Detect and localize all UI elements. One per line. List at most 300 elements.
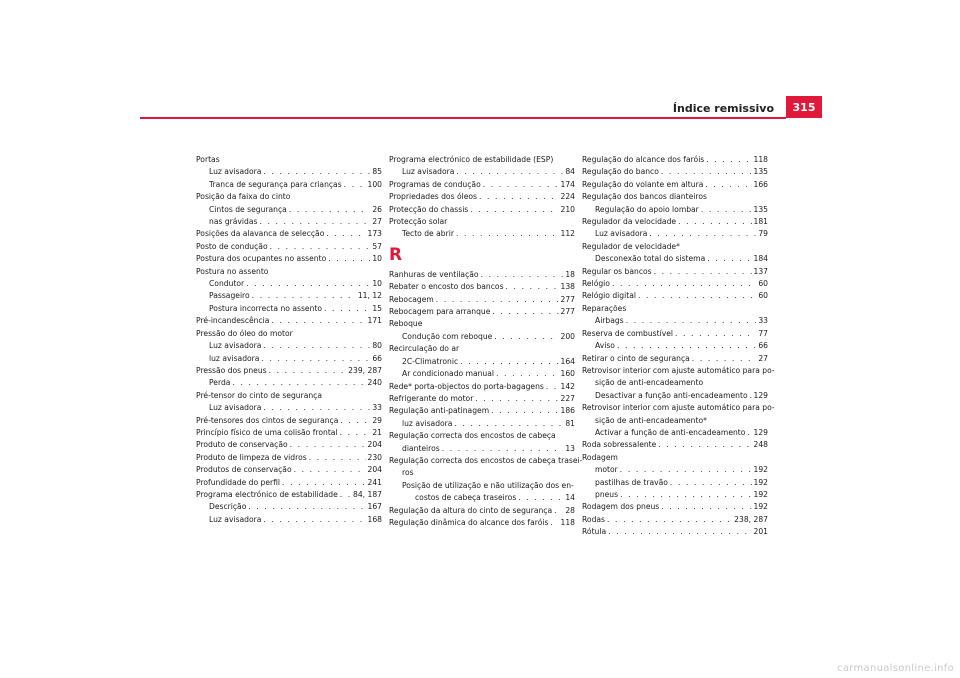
entry-term: Regulação anti-patinagem [389, 406, 490, 416]
dot-leader [294, 464, 366, 476]
index-entry [196, 439, 382, 451]
index-entry [389, 343, 575, 355]
index-subentry [196, 402, 382, 414]
page-header [0, 0, 960, 130]
page-ref: 33 [758, 316, 768, 326]
index-entry [582, 191, 768, 203]
index-subentry [389, 166, 575, 178]
index-entry [389, 306, 575, 318]
index-entry [196, 415, 382, 427]
entry-term: Rodas [582, 514, 606, 524]
index-entry [389, 430, 575, 442]
dot-leader [232, 377, 365, 389]
dot-leader [518, 492, 563, 504]
index-entry [196, 365, 382, 377]
entry-term: Ar condicionado manual [402, 369, 495, 379]
index-entry [582, 266, 768, 278]
entry-term: Postura dos ocupantes no assento [196, 254, 327, 264]
dot-leader [678, 216, 751, 228]
page-ref: 230 [367, 452, 382, 462]
page-ref: 138 [560, 282, 575, 292]
entry-term: Profundidade do perfil [196, 477, 281, 487]
index-subentry [389, 228, 575, 240]
entry-term: Rede* porta-objectos do porta-bagagens [389, 381, 544, 391]
entry-term-continuation: sição de anti-encadeamento* [595, 415, 707, 425]
entry-term: Regulação correcta dos encostos de cabeça [389, 431, 556, 441]
index-subentry [582, 340, 768, 352]
index-subentry [582, 253, 768, 265]
index-subentry [389, 331, 575, 343]
entry-term: Desconexão total do sistema [595, 254, 706, 264]
dot-leader [491, 405, 558, 417]
dot-leader [456, 166, 563, 178]
entry-term: 2C-Climatronic [402, 356, 459, 366]
dot-leader [289, 204, 371, 216]
page-ref: 21 [372, 427, 382, 437]
index-subentry [196, 290, 382, 302]
entry-term: Produto de conservação [196, 440, 288, 450]
index-entry [582, 241, 768, 253]
entry-term: Luz avisadora [595, 229, 648, 239]
index-entry [196, 266, 382, 278]
index-entry [389, 455, 583, 467]
header-rule [140, 117, 786, 119]
entry-term: Regulação da altura do cinto de segurança [389, 505, 553, 515]
entry-term: Pré-tensores dos cintos de segurança [196, 415, 339, 425]
index-entry [196, 228, 382, 240]
dot-leader [263, 340, 370, 352]
page-ref: 210 [560, 204, 575, 214]
page-ref: 135 [753, 167, 768, 177]
entry-term: Desactivar a função anti-encadeamento [595, 390, 748, 400]
index-subentry [582, 489, 768, 501]
dot-leader [670, 477, 752, 489]
page-ref: 18 [565, 269, 575, 279]
page-ref: 277 [560, 294, 575, 304]
index-entry [582, 216, 768, 228]
page-ref: 192 [753, 502, 768, 512]
index-subentry [196, 179, 382, 191]
page-ref: 85 [372, 167, 382, 177]
entry-term: Regulação do alcance dos faróis [582, 155, 705, 164]
dot-leader [506, 281, 559, 293]
entry-term: Recirculação do ar [389, 344, 460, 354]
section-title: Índice remissivo [672, 102, 774, 115]
entry-term: Reserva de combustível [582, 328, 673, 338]
entry-term: Rebater o encosto dos bancos [389, 282, 504, 292]
index-entry [196, 191, 382, 203]
page-ref: 14 [565, 493, 575, 503]
entry-term: Relógio [582, 279, 610, 289]
entry-term: Condução com reboque [402, 331, 493, 341]
page-ref: 135 [753, 204, 768, 214]
page-ref: 112 [560, 229, 575, 239]
page-ref: 192 [753, 489, 768, 499]
page-ref: 171 [367, 316, 382, 326]
page-ref: 192 [753, 477, 768, 487]
page-ref: 184 [753, 254, 768, 264]
page-ref: 137 [753, 266, 768, 276]
dot-leader [269, 365, 347, 377]
entry-term: Luz avisadora [209, 403, 262, 413]
dot-leader [608, 526, 751, 538]
dot-leader [263, 402, 370, 414]
index-entry [389, 269, 575, 281]
entry-continuation [582, 415, 768, 427]
index-subentry [196, 377, 382, 389]
page-ref: 239, 287 [348, 365, 382, 375]
page-ref: 277 [560, 307, 575, 317]
dot-leader [692, 353, 757, 365]
entry-term: Regulação do apoio lombar [595, 204, 699, 214]
page-ref: 240 [367, 378, 382, 388]
dot-leader [661, 501, 751, 513]
page-ref: 84 [565, 167, 575, 177]
page-ref: 204 [367, 465, 382, 475]
dot-leader [261, 353, 370, 365]
dot-leader [252, 290, 356, 302]
dot-leader [344, 179, 366, 191]
page-ref: 181 [753, 217, 768, 227]
entry-term: Princípio físico de uma colisão frontal [196, 427, 338, 437]
entry-term: Regulação do banco [582, 167, 659, 177]
index-subentry [196, 340, 382, 352]
page-ref: 167 [367, 502, 382, 512]
dot-leader [483, 179, 559, 191]
entry-term: Posições da alavanca de selecção [196, 229, 325, 239]
dot-leader [282, 477, 365, 489]
page-ref: 81 [565, 418, 575, 428]
section-letter: R [389, 244, 403, 265]
entry-term: Pré-tensor do cinto de segurança [196, 390, 323, 400]
page-ref: 60 [758, 279, 768, 289]
dot-leader [661, 166, 752, 178]
index-entry [196, 452, 382, 464]
dot-leader [460, 356, 558, 368]
index-subentry [582, 204, 768, 216]
entry-term: Rebocagem para arranque [389, 307, 491, 317]
index-entry [582, 154, 768, 166]
index-entry [389, 405, 575, 417]
dot-leader [550, 517, 558, 529]
dot-leader [270, 241, 371, 253]
entry-term: Rodagem [582, 452, 618, 462]
entry-term: Regular os bancos [582, 266, 652, 276]
dot-leader [481, 269, 564, 281]
entry-term: Regulação do volante em altura [582, 179, 704, 189]
entry-term-continuation: ros [402, 468, 414, 478]
index-entry [389, 191, 575, 203]
entry-term: pneus [595, 489, 619, 499]
index-subentry [582, 228, 768, 240]
page-ref: 186 [560, 406, 575, 416]
entry-term: Regulação correcta dos encostos de cabeça trasei- [389, 455, 583, 465]
index-column-2 [389, 154, 583, 529]
dot-leader [747, 427, 751, 439]
dot-leader [328, 253, 370, 265]
page-ref: 10 [372, 254, 382, 264]
index-entry [389, 179, 575, 191]
entry-term-continuation: sição de anti-encadeamento [595, 378, 704, 388]
dot-leader [271, 315, 365, 327]
dot-leader [750, 390, 752, 402]
index-entry [582, 402, 775, 414]
index-entry [582, 290, 768, 302]
index-entry [582, 353, 768, 365]
page-ref: 173 [367, 229, 382, 239]
entry-term: Activar a função de anti-encadeamento [595, 427, 746, 437]
index-subentry [389, 368, 575, 380]
entry-term: Pré-incandescência [196, 316, 270, 326]
entry-term: Pressão dos pneus [196, 365, 267, 375]
index-entry [582, 166, 768, 178]
page-ref: 142 [560, 381, 575, 391]
index-entry [196, 253, 382, 265]
entry-term: Perda [209, 378, 231, 388]
dot-leader [607, 514, 732, 526]
entry-term: Refrigerante do motor [389, 393, 474, 403]
page-ref: 57 [372, 241, 382, 251]
index-subentry [196, 166, 382, 178]
dot-leader [617, 340, 756, 352]
entry-term: Regulador de velocidade* [582, 241, 680, 251]
index-entry [389, 505, 575, 517]
entry-term: Luz avisadora [209, 514, 262, 524]
entry-term: Luz avisadora [402, 167, 455, 177]
entry-term: Propriedades dos óleos [389, 192, 477, 202]
dot-leader [626, 315, 757, 327]
entry-term: Postura no assento [196, 266, 269, 276]
page-ref: 166 [753, 179, 768, 189]
entry-term: nas grávidas [209, 217, 258, 227]
index-entry [196, 315, 382, 327]
page-ref: 27 [372, 217, 382, 227]
index-entry [196, 390, 382, 402]
dot-leader [246, 278, 370, 290]
entry-term: Reparações [582, 303, 627, 313]
dot-leader [492, 306, 558, 318]
index-entry [389, 294, 575, 306]
index-subentry [582, 477, 768, 489]
entry-term: Regulador da velocidade [582, 217, 677, 227]
index-entry [389, 154, 575, 166]
index-entry [196, 241, 382, 253]
index-column-1 [196, 154, 382, 526]
entry-term: Tranca de segurança para crianças [209, 179, 342, 189]
page-ref: 15 [372, 303, 382, 313]
index-subentry [582, 427, 768, 439]
entry-term: Rótula [582, 527, 607, 537]
entry-term: Luz avisadora [209, 341, 262, 351]
dot-leader [340, 427, 371, 439]
page-ref: 66 [758, 341, 768, 351]
index-entry [582, 179, 768, 191]
dot-leader [658, 439, 751, 451]
dot-leader [496, 368, 558, 380]
dot-leader [620, 464, 752, 476]
page-ref: 77 [758, 328, 768, 338]
dot-leader [675, 328, 756, 340]
entry-term: motor [595, 465, 618, 475]
index-entry [196, 464, 382, 476]
entry-term: Roda sobressalente [582, 440, 657, 450]
entry-term: Programa electrónico de estabilidade (ESP) [389, 155, 554, 164]
index-entry [196, 427, 382, 439]
entry-term: Retrovisor interior com ajuste automático para po- [582, 365, 775, 375]
entry-term-continuation: costos de cabeça traseiros [415, 493, 517, 503]
index-entry [389, 204, 575, 216]
entry-term: Tecto de abrir [402, 229, 454, 239]
entry-continuation [389, 492, 575, 504]
index-entry [582, 501, 768, 513]
page-ref: 100 [367, 179, 382, 189]
entry-term: Descrição [209, 502, 247, 512]
page-ref: 129 [753, 427, 768, 437]
dot-leader [649, 228, 756, 240]
dot-leader [442, 443, 564, 455]
page-ref: 10 [372, 279, 382, 289]
entry-term: Luz avisadora [209, 167, 262, 177]
index-entry [389, 216, 575, 228]
index-subentry [196, 216, 382, 228]
entry-term: Produtos de conservação [196, 465, 292, 475]
dot-leader [701, 204, 752, 216]
dot-leader [707, 253, 751, 265]
page-ref: 27 [758, 353, 768, 363]
dot-leader [290, 439, 366, 451]
entry-term: Produto de limpeza de vidros [196, 452, 307, 462]
index-subentry [582, 464, 768, 476]
index-entry [196, 328, 382, 340]
page-ref: 60 [758, 291, 768, 301]
index-subentry [389, 480, 575, 492]
page-ref: 200 [560, 331, 575, 341]
entry-term: Posto de condução [196, 241, 268, 251]
entry-term: Regulação dinâmica do alcance dos faróis [389, 517, 549, 527]
entry-continuation [582, 377, 768, 389]
page-ref: 79 [758, 229, 768, 239]
entry-term: Pressão do óleo do motor [196, 328, 293, 338]
index-entry [196, 154, 382, 166]
dot-leader [340, 489, 351, 501]
page-ref: 241 [367, 477, 382, 487]
page-ref: 201 [753, 527, 768, 537]
entry-term: luz avisadora [209, 353, 260, 363]
dot-leader [470, 204, 558, 216]
dot-leader [546, 381, 559, 393]
entry-term: Rebocagem [389, 294, 434, 304]
page-ref: 238, 287 [734, 514, 768, 524]
index-entry [389, 517, 575, 529]
page-ref: 118 [560, 517, 575, 527]
entry-term: pastilhas de travão [595, 477, 668, 487]
page-ref: 248 [753, 440, 768, 450]
entry-term: Postura incorrecta no assento [209, 303, 323, 313]
entry-term: Protecção do chassis [389, 204, 469, 214]
page-ref: 29 [372, 415, 382, 425]
index-entry [582, 365, 775, 377]
dot-leader [705, 179, 751, 191]
entry-continuation [389, 443, 575, 455]
index-entry [582, 328, 768, 340]
entry-term: Retrovisor interior com ajuste automático para po- [582, 403, 775, 413]
page-ref: 26 [372, 204, 382, 214]
entry-term: Posição da faixa do cinto [196, 192, 291, 202]
dot-leader [436, 294, 559, 306]
index-entry [582, 303, 768, 315]
page-ref: 33 [372, 403, 382, 413]
index-subentry [389, 418, 575, 430]
index-subentry [196, 303, 382, 315]
page-number: 315 [786, 96, 822, 118]
dot-leader [454, 418, 563, 430]
entry-term: Condutor [209, 279, 245, 289]
page-ref: 11, 12 [357, 291, 382, 301]
dot-leader [654, 266, 752, 278]
dot-leader [263, 166, 370, 178]
index-subentry [196, 204, 382, 216]
index-subentry [389, 356, 575, 368]
index-entry [389, 393, 575, 405]
index-subentry [582, 390, 768, 402]
index-subentry [196, 353, 382, 365]
dot-leader [326, 228, 365, 240]
entry-term: Protecção solar [389, 217, 448, 227]
index-subentry [196, 278, 382, 290]
entry-term: Passageiro [209, 291, 250, 301]
entry-term: Relógio digital [582, 291, 636, 301]
index-entry [582, 452, 768, 464]
dot-leader [248, 501, 365, 513]
dot-leader [494, 331, 558, 343]
index-entry [389, 318, 575, 330]
page-ref: 80 [372, 341, 382, 351]
watermark-text: carmanualsonline.info [837, 663, 954, 674]
dot-leader [620, 489, 751, 501]
entry-term: Retirar o cinto de segurança [582, 353, 690, 363]
dot-leader [456, 228, 559, 240]
index-entry [582, 526, 768, 538]
watermark [0, 663, 960, 674]
index-entry [196, 477, 382, 489]
entry-term: Posição de utilização e não utilização dos en- [402, 480, 574, 490]
index-entry [196, 489, 382, 501]
page-ref: 28 [565, 505, 575, 515]
page-ref: 224 [560, 192, 575, 202]
page-ref: 192 [753, 465, 768, 475]
index-entry [582, 439, 768, 451]
dot-leader [475, 393, 558, 405]
dot-leader [309, 452, 366, 464]
entry-continuation [389, 467, 575, 479]
entry-term: Cintos de segurança [209, 204, 287, 214]
entry-term: Airbags [595, 316, 624, 326]
index-subentry [196, 514, 382, 526]
entry-term: Regulação dos bancos dianteiros [582, 192, 707, 202]
entry-term: Reboque [389, 319, 423, 329]
dot-leader [612, 278, 756, 290]
dot-leader [479, 191, 559, 203]
page-ref: 66 [372, 353, 382, 363]
page-ref: 174 [560, 179, 575, 189]
entry-term: Aviso [595, 341, 615, 351]
index-subentry [196, 501, 382, 513]
dot-leader [263, 514, 365, 526]
entry-term: Ranhuras de ventilação [389, 269, 479, 279]
dot-leader [706, 154, 751, 166]
dot-leader [259, 216, 370, 228]
page-ref: 129 [753, 390, 768, 400]
